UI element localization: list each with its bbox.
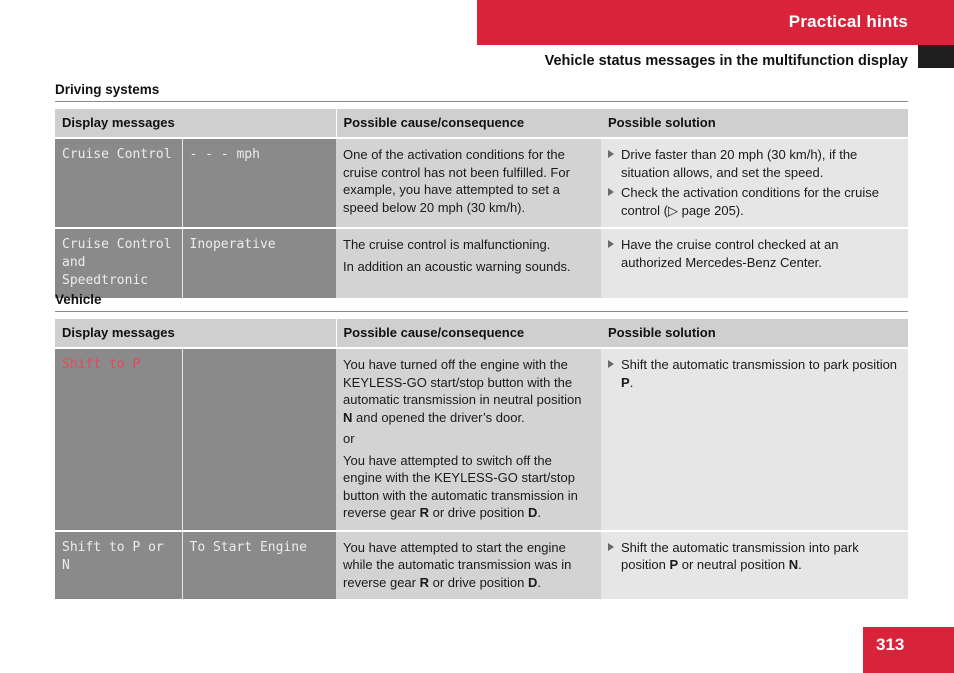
page-number-badge: [863, 627, 954, 673]
driving-systems-table: [55, 109, 908, 300]
col-display-messages: Display messages: [55, 109, 336, 138]
section-header-bar: [477, 0, 954, 45]
cause-cell: [336, 348, 601, 531]
solution-item: Check the activation conditions for the cruise control (▷ page 205).: [608, 184, 901, 219]
display-message-1: Cruise Control: [55, 138, 182, 228]
bullet-triangle-icon: [608, 188, 614, 196]
chapter-tab-marker: [918, 45, 954, 68]
table-header-row: [55, 109, 908, 138]
col-possible-cause: Possible cause/consequence: [336, 109, 601, 138]
cause-text: The cruise control is malfunctioning.: [343, 237, 551, 252]
table-row: [55, 348, 908, 531]
display-message-1: Shift to P or N: [55, 531, 182, 601]
cause-text: One of the activation conditions for the cruise control has not been fulfilled. For example, you have attempted to set a speed below 20 mph (30 km/h).: [343, 147, 570, 215]
table-row: [55, 228, 908, 299]
solution-cell: [601, 531, 908, 601]
cause-cell: [336, 138, 601, 228]
cause-or: or: [343, 431, 355, 446]
driving-systems-heading: Driving systems: [55, 82, 160, 97]
solution-cell: [601, 138, 908, 228]
bullet-triangle-icon: [608, 240, 614, 248]
cause-cell: [336, 531, 601, 601]
solution-item: Shift the automatic transmission into park position P or neutral position N.: [608, 539, 901, 574]
display-message-1: Cruise Control and Speedtronic: [55, 228, 182, 299]
solution-cell: [601, 348, 908, 531]
page-number: 313: [876, 635, 905, 654]
cause-text: You have attempted to switch off the engine with the KEYLESS-GO start/stop button with the automatic transmission in reverse gear R or drive position D.: [343, 452, 578, 520]
table-row: [55, 531, 908, 601]
bullet-triangle-icon: [608, 543, 614, 551]
solution-item: Drive faster than 20 mph (30 km/h), if the situation allows, and set the speed.: [608, 146, 901, 181]
bullet-triangle-icon: [608, 360, 614, 368]
bullet-triangle-icon: [608, 150, 614, 158]
vehicle-rule: [55, 311, 908, 312]
section-title: Practical hints: [788, 12, 908, 31]
display-message-1: Shift to P: [55, 348, 182, 531]
solution-item: Shift the automatic transmission to park position P.: [608, 356, 901, 391]
col-possible-cause: Possible cause/consequence: [336, 319, 601, 348]
solution-cell: [601, 228, 908, 299]
col-possible-solution: Possible solution: [601, 319, 908, 348]
driving-systems-rule: [55, 101, 908, 102]
display-message-2: - - - mph: [182, 138, 336, 228]
cause-text: In addition an acoustic warning sounds.: [343, 258, 571, 274]
cause-text: You have attempted to start the engine while the automatic transmission was in reverse gear R or drive position D.: [343, 539, 572, 590]
cause-cell: [336, 228, 601, 299]
vehicle-heading: Vehicle: [55, 292, 102, 307]
col-display-messages: Display messages: [55, 319, 336, 348]
col-possible-solution: Possible solution: [601, 109, 908, 138]
display-message-2: To Start Engine: [182, 531, 336, 601]
vehicle-table: [55, 319, 908, 601]
cause-text: You have turned off the engine with the KEYLESS-GO start/stop button with the automatic transmission in neutral position N and opened the driver’s door.: [343, 357, 582, 425]
display-message-2: [182, 348, 336, 531]
solution-item: Have the cruise control checked at an authorized Mercedes-Benz Center.: [608, 236, 901, 271]
display-message-2: Inoperative: [182, 228, 336, 299]
table-header-row: [55, 319, 908, 348]
table-row: [55, 138, 908, 228]
page-subtitle: Vehicle status messages in the multifunction display: [544, 53, 908, 69]
